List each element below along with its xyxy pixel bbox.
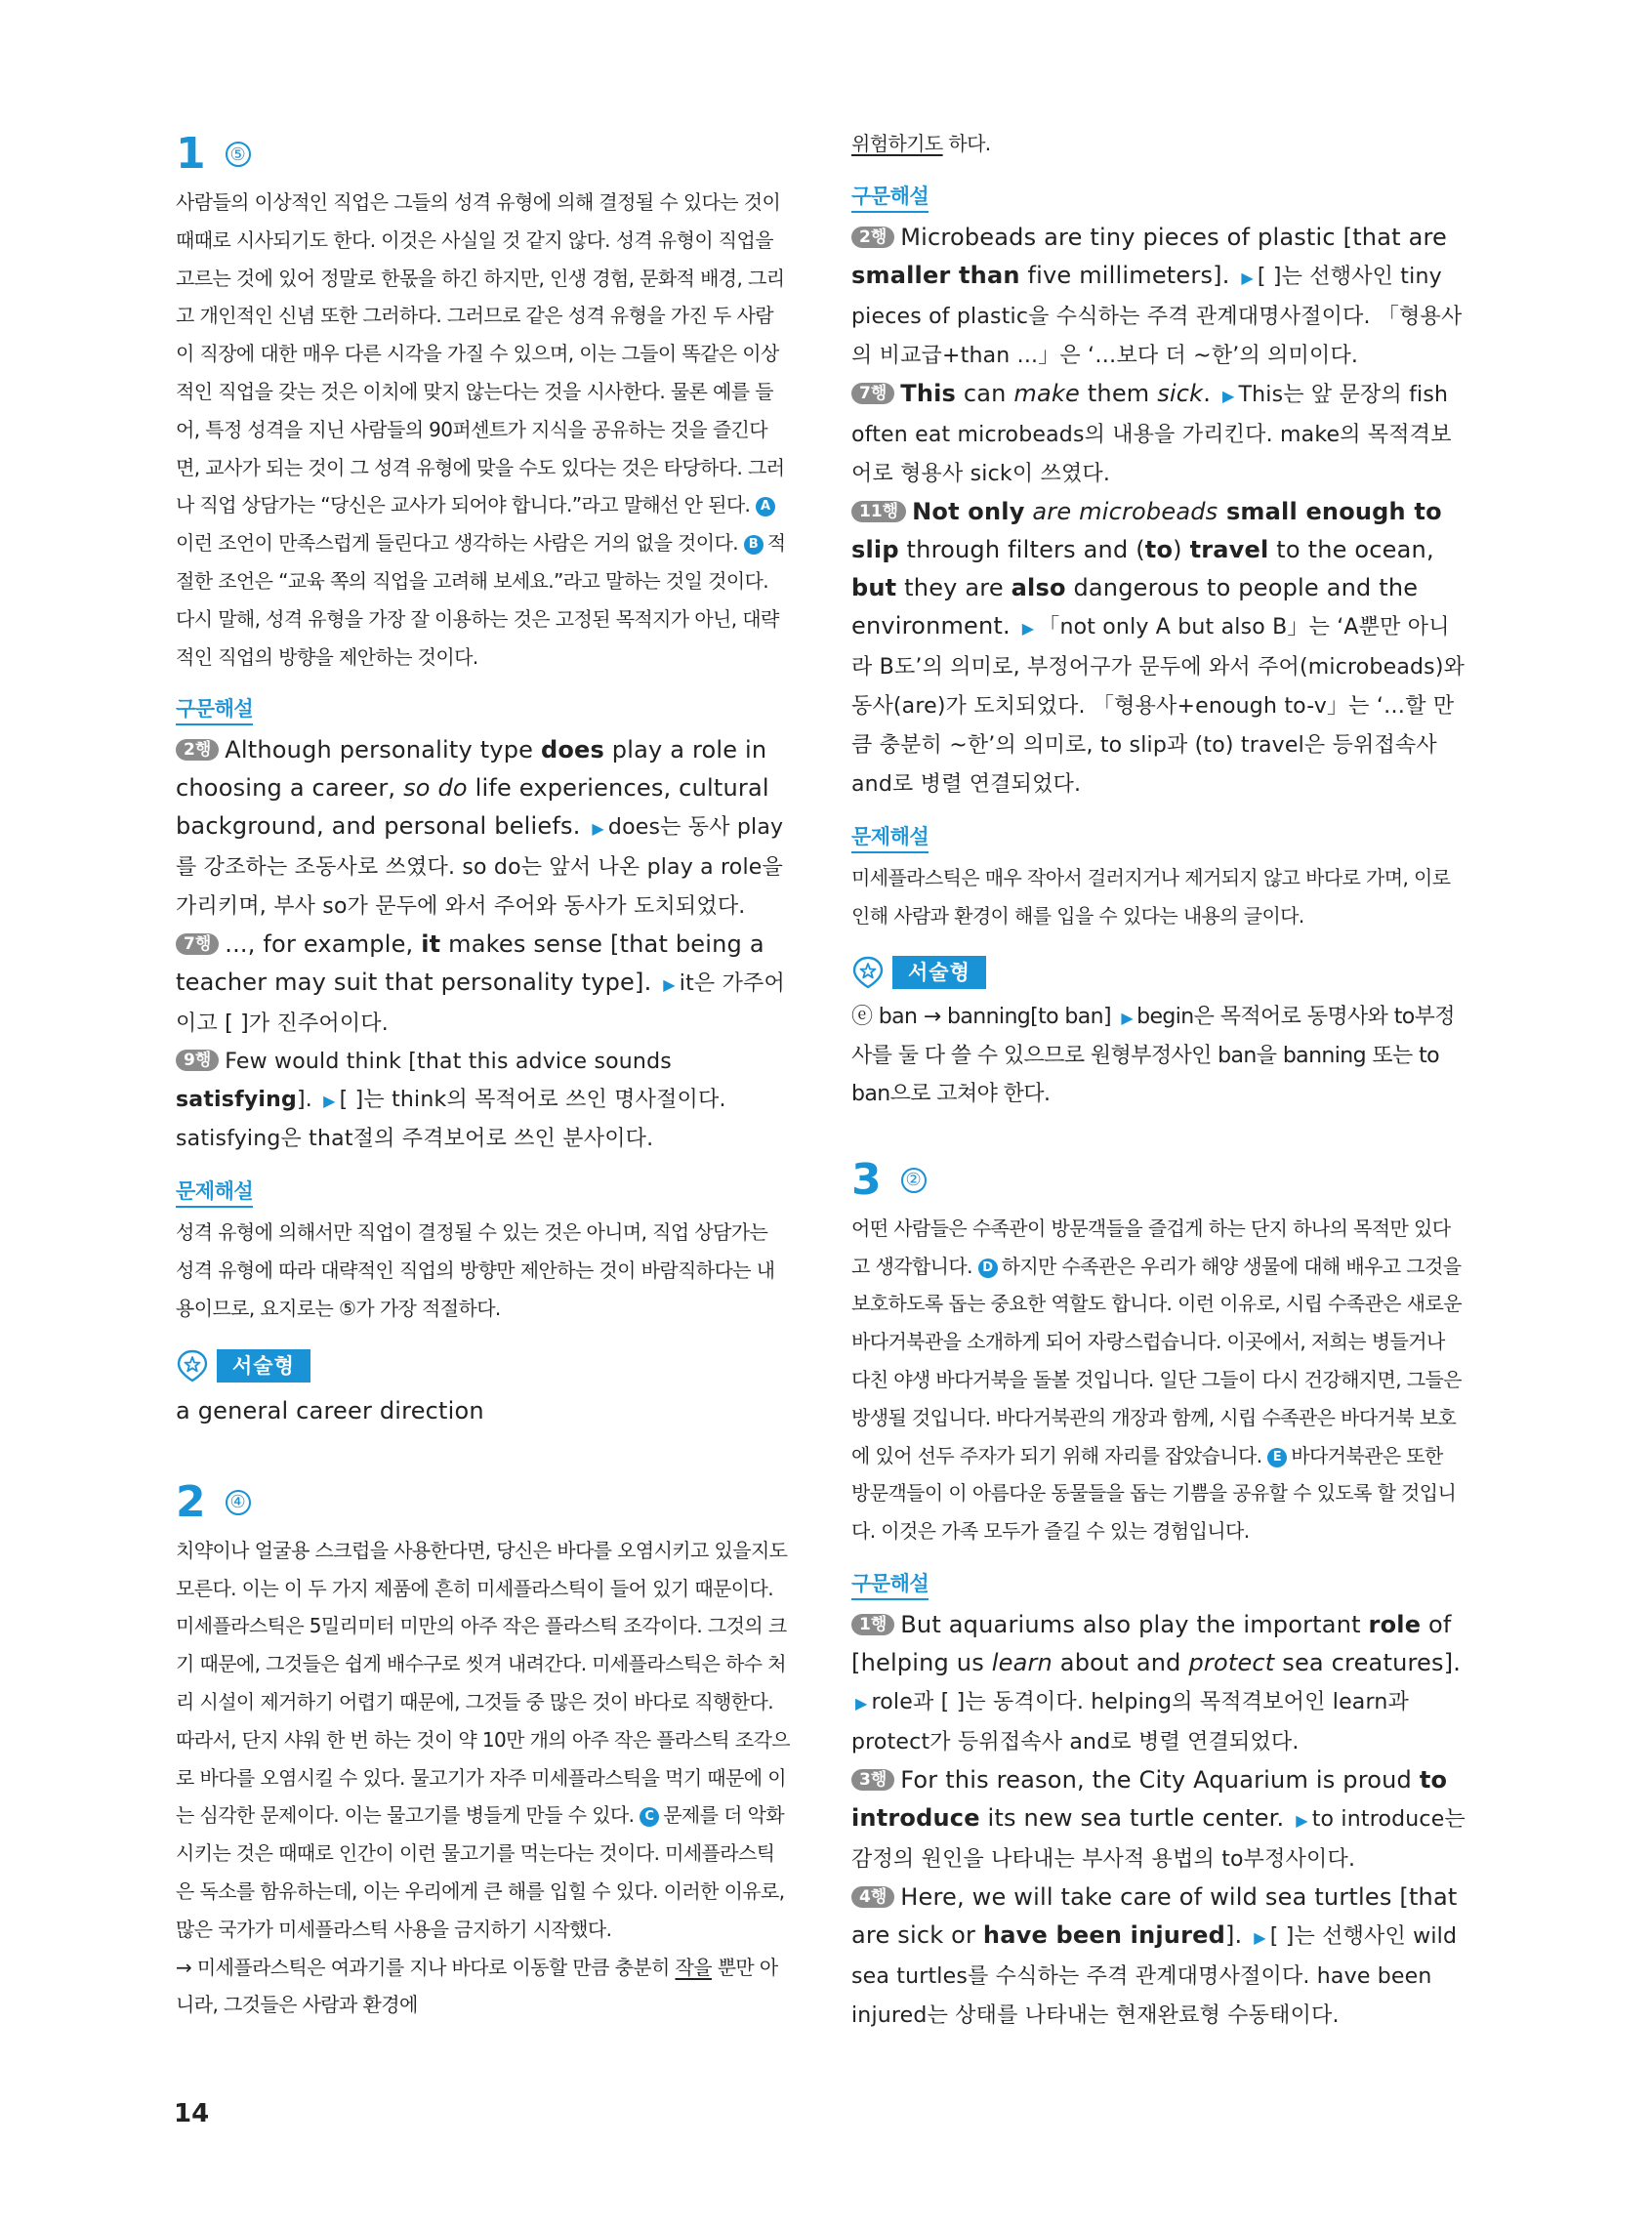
- line-badge: 1행: [851, 1614, 894, 1635]
- question-2-header: [176, 1475, 791, 1530]
- line-badge: 3행: [851, 1769, 894, 1791]
- left-column: [176, 127, 791, 2024]
- section-title-grammar: 구문해설: [176, 695, 253, 725]
- marker-a-icon: A: [756, 497, 775, 516]
- marker-e-icon: E: [1267, 1448, 1287, 1467]
- subjective-answer: ⓔ ban → banning[to ban] ▶ begin은 목적어로 동명사와 to부정사를 둘 다 쓸 수 있으므로 원형부정사인 ban을 banning 또는 to ban으로 고쳐야 한다.: [851, 1005, 1455, 1106]
- question-number: 3: [851, 1154, 882, 1205]
- grammar-sentence: 9행 Few would think [that this advice sounds satisfying]. ▶ [ ]는 think의 목적어로 쓰인 명사절이다. satisfying은 that절의 주격보어로 쓰인 분사이다.: [176, 1050, 726, 1152]
- pin-star-icon: [851, 956, 885, 989]
- subjective-header: [176, 1349, 791, 1383]
- triangle-icon: ▶: [1121, 1009, 1134, 1028]
- answer-choice: ②: [901, 1168, 927, 1193]
- triangle-icon: ▶: [1254, 1927, 1266, 1947]
- pin-star-icon: [176, 1349, 209, 1383]
- grammar-sentence: 1행 But aquariums also play the important role of [helping us learn about and protect sea creatures]. ▶ role과 [ ]는 동격이다. helping의 목적격보어인 learn과 protect가 등위접속사 and로 병렬 연결되었다.: [851, 1610, 1462, 1754]
- page-number: 14: [174, 2099, 210, 2128]
- marker-d-icon: D: [978, 1259, 998, 1278]
- section-title-problem: 문제해설: [851, 823, 929, 853]
- subjective-label: 서술형: [217, 1349, 310, 1383]
- triangle-icon: ▶: [1241, 268, 1254, 287]
- marker-c-icon: C: [640, 1807, 659, 1827]
- translation-paragraph: 어떤 사람들은 수족관이 방문객들을 즐겁게 하는 단지 하나의 목적만 있다고 생각합니다. D 하지만 수족관은 우리가 해양 생물에 대해 배우고 그것을 보호하도록 돕는 중요한 역할도 합니다. 이런 이유로, 시립 수족관은 새로운 바다거북관을 소개하게 되어 자랑스럽습니다. 이곳에서, 저희는 병들거나 다친 야생 바다거북을 돌볼 것입니다. 일단 그들이 다시 건강해지면, 그들은 방생될 것입니다. 바다거북관의 개장과 함께, 시립 수족관은 바다거북 보호에 있어 선두 주자가 되기 위해 자리를 잡았습니다. E 바다거북관은 또한 방문객들이 이 아름다운 동물들을 돕는 기쁨을 공유할 수 있도록 할 것입니다. 이것은 가족 모두가 즐길 수 있는 경험입니다.: [851, 1216, 1462, 1544]
- problem-explanation: 미세플라스틱은 매우 작아서 걸러지거나 제거되지 않고 바다로 가며, 이로 인해 사람과 환경이 해를 입을 수 있다는 내용의 글이다.: [851, 865, 1451, 928]
- triangle-icon: ▶: [1296, 1810, 1308, 1830]
- section-title-grammar: 구문해설: [851, 183, 929, 213]
- triangle-icon: ▶: [855, 1693, 868, 1713]
- triangle-icon: ▶: [592, 819, 604, 839]
- subjective-answer: a general career direction: [176, 1396, 484, 1424]
- summary-sentence: → 미세플라스틱은 여과기를 지나 바다로 이동할 만큼 충분히 작을 뿐만 아니라, 그것들은 사람과 환경에: [176, 1955, 778, 2017]
- grammar-sentence: 2행 Microbeads are tiny pieces of plastic [that are smaller than five millimeters]. ▶ [ ]는 선행사인 tiny pieces of plastic을 수식하는 주격 관계대명사절이다. 「형용사의 비교급+than ...」은 ‘…보다 더 ~한’의 의미이다.: [851, 223, 1463, 368]
- subjective-header: [851, 956, 1466, 989]
- problem-explanation: 성격 유형에 의해서만 직업이 결정될 수 있는 것은 아니며, 직업 상담가는 성격 유형에 따라 대략적인 직업의 방향만 제안하는 것이 바람직하다는 내용이므로, 요지로는 ⑤가 가장 적절하다.: [176, 1220, 775, 1320]
- summary-continuation: 위험하기도 하다.: [851, 132, 991, 155]
- grammar-sentence: 7행 ..., for example, it makes sense [that being a teacher may suit that personality type]. ▶ it은 가주어이고 [ ]가 진주어이다.: [176, 930, 785, 1037]
- grammar-sentence: 4행 Here, we will take care of wild sea turtles [that are sick or have been injured]. ▶ [ ]는 선행사인 wild sea turtles를 수식하는 주격 관계대명사절이다. have been injured는 상태를 나타내는 현재완료형 수동태이다.: [851, 1882, 1458, 2028]
- grammar-sentence: 3행 For this reason, the City Aquarium is proud to introduce its new sea turtle center. ▶ to introduce는 감정의 원인을 나타내는 부사적 용법의 to부정사이다.: [851, 1765, 1466, 1872]
- question-number: 1: [176, 129, 206, 179]
- section-title-problem: 문제해설: [176, 1177, 253, 1208]
- translation-paragraph: 치약이나 얼굴용 스크럽을 사용한다면, 당신은 바다를 오염시키고 있을지도 모른다. 이는 이 두 가지 제품에 흔히 미세플라스틱이 들어 있기 때문이다. 미세플라스틱은 5밀리미터 미만의 아주 작은 플라스틱 조각이다. 그것의 크기 때문에, 그것들은 쉽게 배수구로 씻겨 내려간다. 미세플라스틱은 하수 처리 시설이 제거하기 어렵기 때문에, 그것들 중 많은 것이 바다로 직행한다. 따라서, 단지 샤워 한 번 하는 것이 약 10만 개의 아주 작은 플라스틱 조각으로 바다를 오염시킬 수 있다. 물고기가 자주 미세플라스틱을 먹기 때문에 이는 심각한 문제이다. 이는 물고기를 병들게 만들 수 있다. C 문제를 더 악화시키는 것은 때때로 인간이 이런 물고기를 먹는다는 것이다. 미세플라스틱은 독소를 함유하는데, 이는 우리에게 큰 해를 입힐 수 있다. 이러한 이유로, 많은 국가가 미세플라스틱 사용을 금지하기 시작했다.: [176, 1538, 791, 1941]
- section-title-grammar: 구문해설: [851, 1570, 929, 1600]
- triangle-icon: ▶: [663, 975, 676, 995]
- question-3-header: [851, 1153, 1466, 1208]
- triangle-icon: ▶: [1021, 618, 1035, 638]
- marker-b-icon: B: [744, 535, 764, 555]
- line-badge: 2행: [176, 739, 219, 761]
- answer-choice: ④: [226, 1490, 251, 1515]
- question-1-header: [176, 127, 791, 182]
- line-badge: 4행: [851, 1886, 894, 1908]
- right-column: [851, 125, 1466, 2035]
- grammar-sentence: 11행 Not only are microbeads small enough to slip through filters and (to) travel to the ocean, but they are also dangerous to people and the environment. ▶ 「not only A but also B」는 ‘A뿐만 아니라 B도’의 의미로, 부정어구가 문두에 와서 주어(microbeads)와 동사(are)가 도치되었다. 「형용사+enough to-v」는 ‘…할 만큼 충분히 ~한’의 의미로, to slip과 (to) travel은 등위접속사 and로 병렬 연결되었다.: [851, 497, 1466, 797]
- line-badge: 7행: [176, 933, 219, 955]
- subjective-label: 서술형: [892, 956, 986, 989]
- triangle-icon: ▶: [1221, 386, 1235, 405]
- answer-choice: ⑤: [226, 142, 251, 167]
- line-badge: 7행: [851, 383, 894, 404]
- grammar-sentence: 2행 Although personality type does play a role in choosing a career, so do life experiences, cultural background, and personal beliefs. ▶ does는 동사 play를 강조하는 조동사로 쓰였다. so do는 앞서 나온 play a role을 가리키며, 부사 so가 문두에 와서 주어와 동사가 도치되었다.: [176, 736, 784, 920]
- line-badge: 9행: [176, 1050, 219, 1071]
- translation-paragraph: 사람들의 이상적인 직업은 그들의 성격 유형에 의해 결정될 수 있다는 것이 때때로 시사되기도 한다. 이것은 사실일 것 같지 않다. 성격 유형이 직업을 고르는 것에 있어 정말로 한몫을 하긴 하지만, 인생 경험, 문화적 배경, 그리고 개인적인 신념 또한 그러하다. 그러므로 같은 성격 유형을 가진 두 사람이 직장에 대한 매우 다른 시각을 가질 수 있으며, 이는 그들이 똑같은 이상적인 직업을 갖는 것은 이치에 맞지 않는다는 것을 시사한다. 물론 예를 들어, 특정 성격을 지닌 사람들의 90퍼센트가 지식을 공유하는 것을 즐긴다면, 교사가 되는 것이 그 성격 유형에 맞을 수도 있다는 것은 타당하다. 그러나 직업 상담가는 “당신은 교사가 되어야 합니다.”라고 말해선 안 된다. A이런 조언이 만족스럽게 들린다고 생각하는 사람은 거의 없을 것이다. B 적절한 조언은 “교육 쪽의 직업을 고려해 보세요.”라고 말하는 것일 것이다. 다시 말해, 성격 유형을 가장 잘 이용하는 것은 고정된 목적지가 아닌, 대략적인 직업의 방향을 제안하는 것이다.: [176, 190, 786, 669]
- triangle-icon: ▶: [323, 1092, 336, 1111]
- line-badge: 2행: [851, 227, 894, 248]
- question-number: 2: [176, 1476, 206, 1527]
- line-badge: 11행: [851, 501, 906, 522]
- grammar-sentence: 7행 This can make them sick. ▶ This는 앞 문장의 fish often eat microbeads의 내용을 가리킨다. make의 목적격보어로 형용사 sick이 쓰였다.: [851, 379, 1452, 486]
